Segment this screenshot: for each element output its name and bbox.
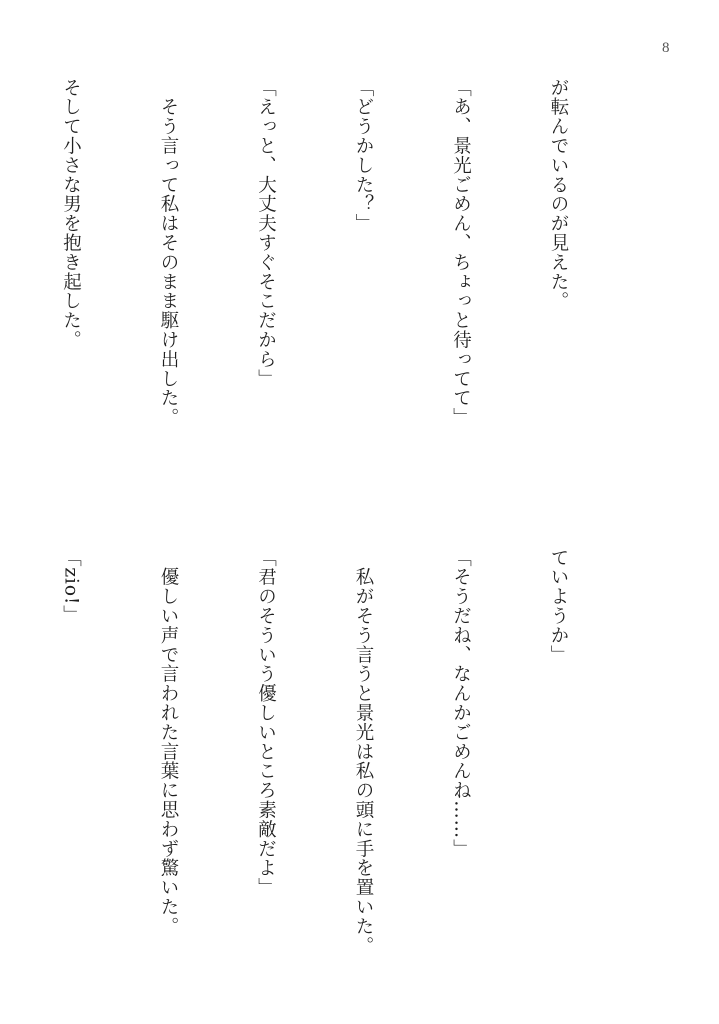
text-line: 「zio!」	[60, 548, 82, 625]
text-block-upper	[0, 78, 639, 478]
text-line: 「あ、景光ごめん、ちょっと待ってて」	[450, 78, 472, 428]
text-line: 「どうかした？」	[353, 78, 374, 234]
page-number: 8	[662, 40, 670, 56]
text-line: 「君のそういう優しいところ素敵だよ」	[255, 548, 277, 898]
text-line: 「そうだね、なんかごめんね……」	[450, 548, 472, 859]
text-line: そう言って私はそのまま駆け出した。	[158, 78, 179, 428]
text-line: 「えっと、大丈夫すぐそこだから」	[255, 78, 277, 389]
text-line: 私がそう言うと景光は私の頭に手を置いた。	[353, 548, 374, 956]
text-line: そして小さな男を抱き起した。	[60, 78, 82, 350]
text-line: ていようか」	[548, 548, 569, 665]
text-line: が転んでいるのが見えた。	[548, 78, 569, 311]
text-block-lower	[0, 548, 639, 956]
text-line: 優しい声で言われた言葉に思わず驚いた。	[158, 548, 179, 936]
